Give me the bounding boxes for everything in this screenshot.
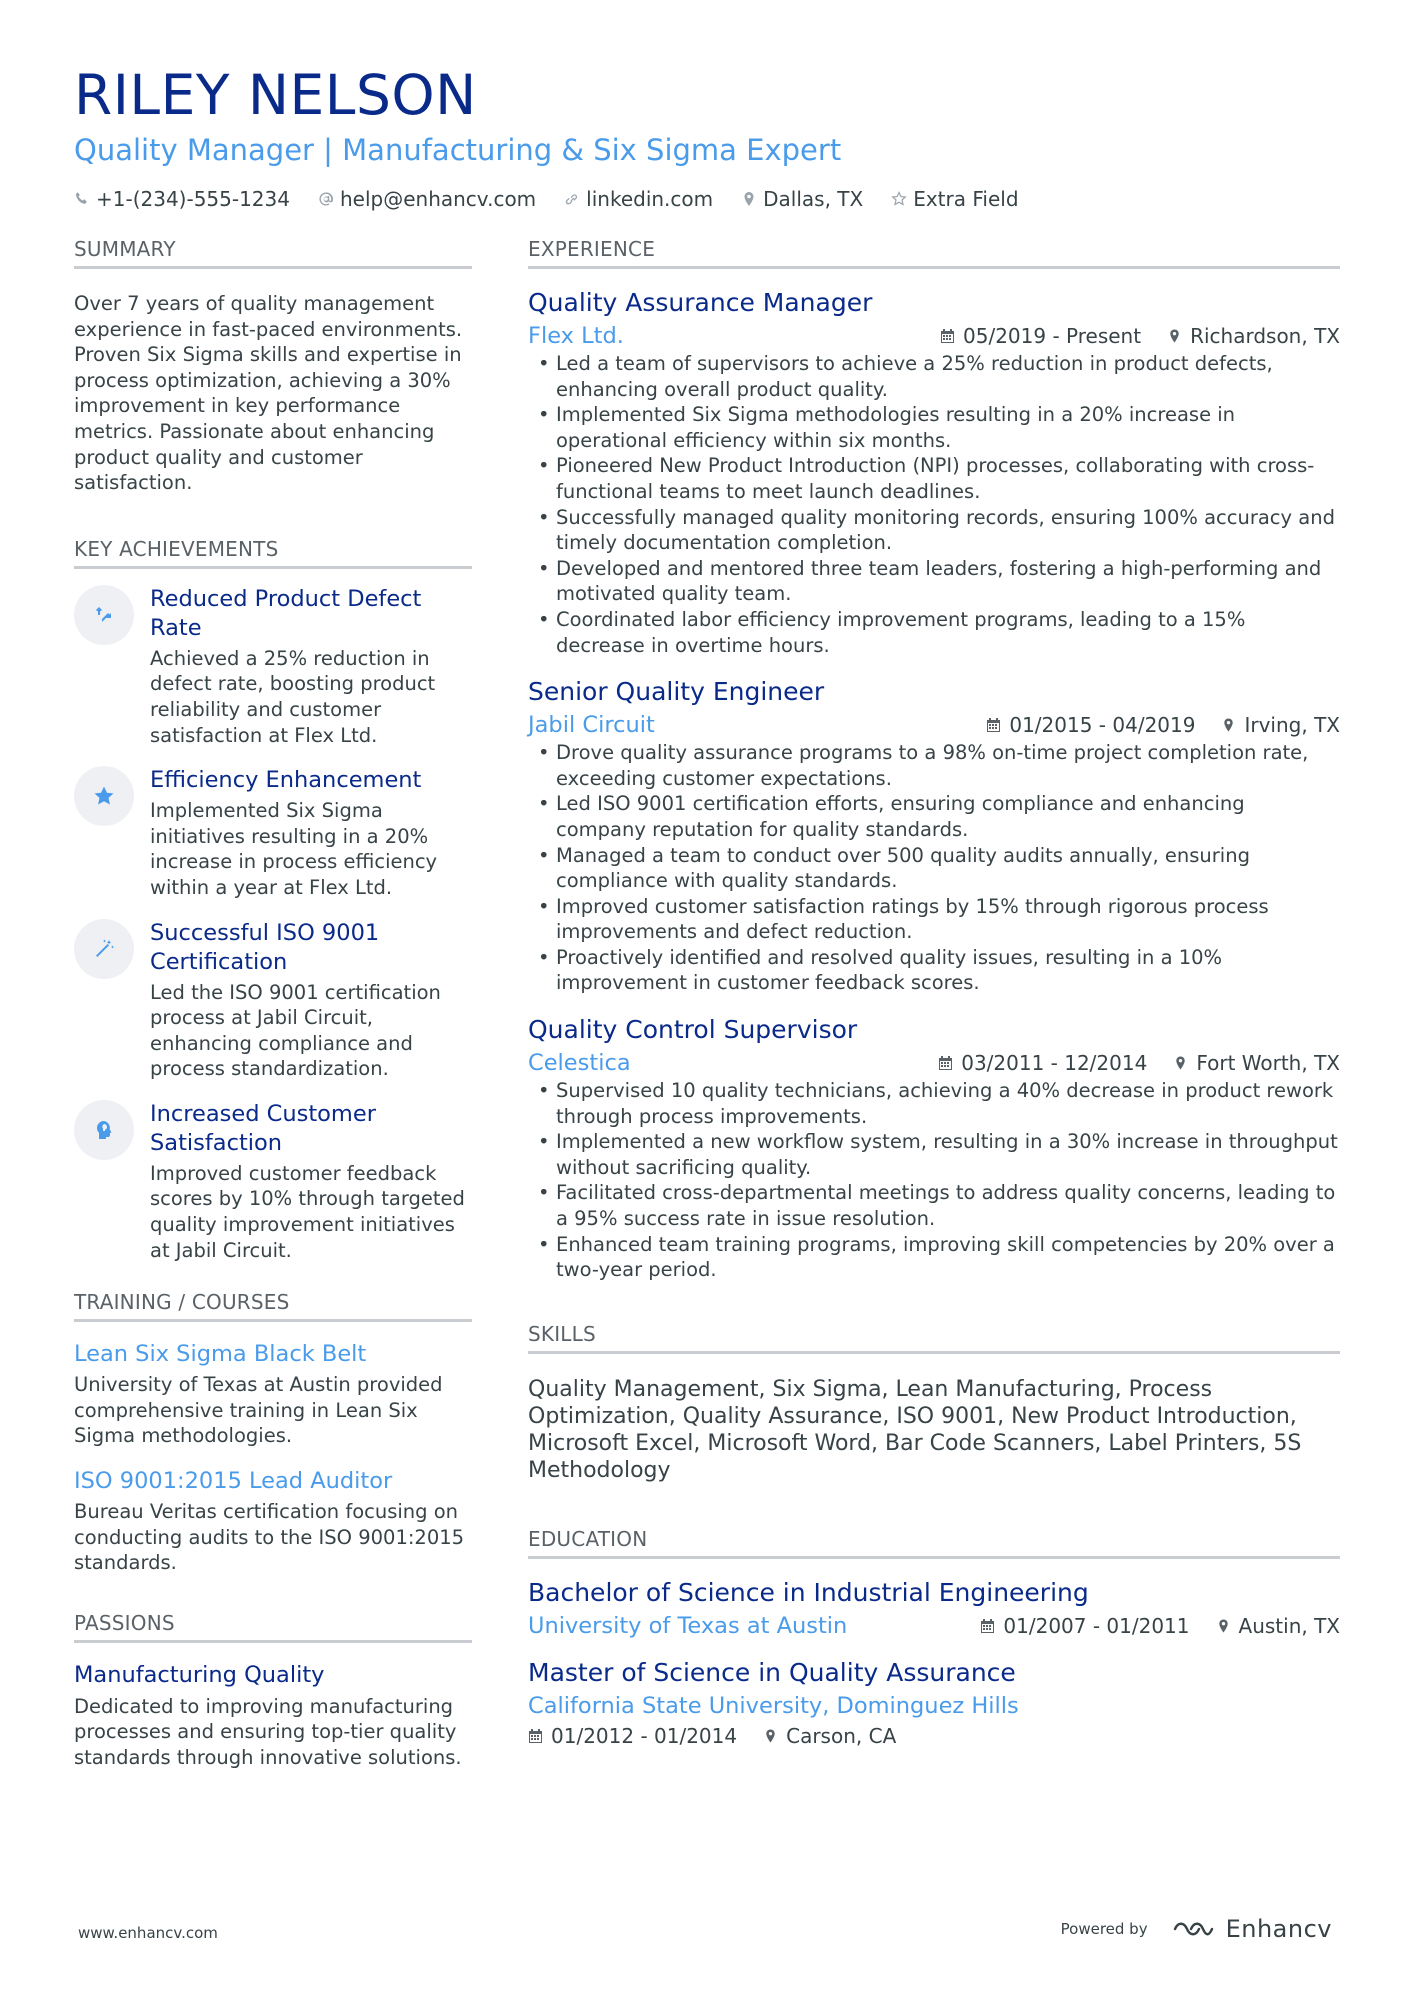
location-icon — [1173, 1055, 1188, 1071]
head-brain-icon — [92, 1118, 116, 1142]
course-description: University of Texas at Austin provided comprehensive training in Lean Six Sigma methodologies. — [74, 1373, 443, 1448]
job-bullet: • Drove quality assurance programs to a 98% on-time project completion rate, exceeding customer expectations. — [528, 740, 1340, 791]
achievement-description: Implemented Six Sigma initiatives resulting in a 20% increase in process efficiency within a year at Flex Ltd. — [150, 799, 438, 899]
degree-title: Bachelor of Science in Industrial Engineering — [528, 1577, 1089, 1607]
candidate-headline: Quality Manager | Manufacturing & Six Sigma Expert — [74, 133, 842, 167]
footer-website[interactable]: www.enhancv.com — [78, 1924, 218, 1942]
achievement-icon-badge — [74, 585, 134, 645]
job-dates: 03/2011 - 12/2014 — [938, 1050, 1147, 1076]
star-icon — [891, 191, 907, 207]
achievement-description: Achieved a 25% reduction in defect rate, boosting product reliability and customer satisfaction at Flex Ltd. — [150, 646, 436, 747]
achievement-title: Increased Customer Satisfaction — [150, 1100, 376, 1156]
trend-arrow-icon — [92, 603, 116, 627]
summary-section — [74, 236, 472, 496]
contact-extra — [891, 186, 1018, 212]
job-bullet: • Led a team of supervisors to achieve a 25% reduction in product defects, enhancing overall product quality. — [528, 351, 1340, 402]
achievement-title: Successful ISO 9001 Certification — [150, 919, 380, 975]
achievement-icon-badge — [74, 766, 134, 826]
course-description: Bureau Veritas certification focusing on conducting audits to the ISO 9001:2015 standards. — [74, 1500, 465, 1575]
powered-by-label: Powered by — [1060, 1920, 1148, 1938]
enhancv-logo-icon — [1172, 1917, 1218, 1941]
contact-bar — [74, 186, 1344, 212]
achievement-item — [74, 919, 472, 1082]
job-bullets — [528, 351, 1340, 658]
job-title: Quality Assurance Manager — [528, 288, 873, 317]
job-location: Fort Worth, TX — [1173, 1050, 1340, 1076]
company-name: Jabil Circuit — [528, 712, 655, 739]
link-icon — [564, 191, 580, 207]
course-item — [74, 1340, 472, 1449]
passions-section — [74, 1610, 472, 1771]
section-title-training: TRAINING / COURSES — [74, 1289, 472, 1322]
job-entry — [528, 676, 1340, 996]
contact-linkedin — [564, 186, 713, 212]
job-title: Quality Control Supervisor — [528, 1015, 858, 1045]
achievement-title: Efficiency Enhancement — [150, 767, 422, 794]
contact-phone — [74, 186, 290, 212]
training-section — [74, 1289, 472, 1576]
education-location: Carson, CA — [763, 1723, 896, 1749]
education-dates: 01/2012 - 01/2014 — [528, 1723, 737, 1749]
section-title-education: EDUCATION — [528, 1526, 1340, 1559]
education-location: Austin, TX — [1216, 1613, 1340, 1639]
job-bullet: • Implemented a new workflow system, resulting in a 30% increase in throughput without sacrificing quality. — [528, 1129, 1340, 1180]
section-title-passions: PASSIONS — [74, 1610, 472, 1643]
education-entry — [528, 1657, 1340, 1749]
achievement-item — [74, 766, 472, 900]
skills-section — [528, 1321, 1340, 1484]
calendar-icon — [938, 1055, 953, 1071]
calendar-icon — [528, 1728, 543, 1744]
passion-description: Dedicated to improving manufacturing processes and ensuring top-tier quality standards through innovative solutions. — [74, 1694, 462, 1769]
right-column — [528, 236, 1340, 1749]
job-bullets — [528, 1078, 1340, 1283]
achievements-section — [74, 536, 472, 1264]
company-name: Celestica — [528, 1050, 631, 1077]
education-entry — [528, 1577, 1340, 1639]
achievement-icon-badge — [74, 1100, 134, 1160]
star-icon — [92, 784, 116, 808]
magic-wand-icon — [92, 937, 116, 961]
job-bullet: • Coordinated labor efficiency improvement programs, leading to a 15% decrease in overtime hours. — [528, 607, 1340, 658]
brand-name: Enhancv — [1225, 1915, 1332, 1943]
job-bullet: • Improved customer satisfaction ratings by 15% through rigorous process improvements and defect reduction. — [528, 894, 1340, 945]
calendar-icon — [940, 328, 955, 344]
job-bullet: • Managed a team to conduct over 500 quality audits annually, ensuring compliance with quality standards. — [528, 843, 1340, 894]
section-title-achievements: KEY ACHIEVEMENTS — [74, 536, 472, 569]
job-entry — [528, 287, 1340, 658]
location-icon — [741, 191, 757, 207]
course-item — [74, 1467, 472, 1576]
job-bullet: • Enhanced team training programs, improving skill competencies by 20% over a two-year period. — [528, 1232, 1340, 1283]
job-bullet: • Developed and mentored three team leaders, fostering a high-performing and motivated quality team. — [528, 556, 1340, 607]
location-icon — [1221, 717, 1236, 733]
achievement-item — [74, 585, 472, 748]
calendar-icon — [980, 1618, 995, 1634]
company-name: Flex Ltd. — [528, 323, 624, 349]
calendar-icon — [986, 717, 1001, 733]
location-icon — [1167, 328, 1182, 344]
achievement-description: Led the ISO 9001 certification process at Jabil Circuit, enhancing compliance and process standardization. — [150, 980, 441, 1081]
summary-text: Over 7 years of quality management experience in fast-paced environments. Proven Six Sigma skills and expertise in process optimization, achieving a 30% improvement in key performance metrics. Passionate about enhancing product quality and customer satisfaction. — [74, 292, 463, 495]
linkedin-text[interactable]: linkedin.com — [586, 187, 714, 211]
course-title: ISO 9001:2015 Lead Auditor — [74, 1468, 393, 1495]
extra-field-text: Extra Field — [913, 187, 1019, 211]
school-name: California State University, Dominguez Hills — [528, 1692, 1019, 1719]
at-icon — [318, 191, 334, 207]
passion-title: Manufacturing Quality — [74, 1661, 325, 1688]
section-title-experience: EXPERIENCE — [528, 236, 1340, 269]
section-title-summary: SUMMARY — [74, 236, 472, 269]
footer-branding — [1061, 1915, 1332, 1943]
achievement-title: Reduced Product Defect Rate — [150, 585, 422, 641]
job-bullets — [528, 740, 1340, 996]
phone-icon — [74, 191, 90, 207]
job-bullet: • Led ISO 9001 certification efforts, ensuring compliance and enhancing company reputation for quality standards. — [528, 791, 1340, 842]
degree-title: Master of Science in Quality Assurance — [528, 1657, 1016, 1687]
phone-text[interactable]: +1-(234)-555-1234 — [96, 187, 290, 211]
email-text[interactable]: help@enhancv.com — [339, 187, 537, 211]
job-dates: 05/2019 - Present — [940, 323, 1141, 349]
achievement-item — [74, 1100, 472, 1263]
job-bullet: • Implemented Six Sigma methodologies resulting in a 20% increase in operational efficiency within six months. — [528, 402, 1340, 453]
skills-text: Quality Management, Six Sigma, Lean Manufacturing, Process Optimization, Quality Assurance, ISO 9001, New Product Introduction, Microsoft Excel, Microsoft Word, Bar Code Scanners, Label Printers, 5S Methodology — [528, 1376, 1302, 1483]
job-bullet: • Facilitated cross-departmental meetings to address quality concerns, leading to a 95% success rate in issue resolution. — [528, 1180, 1340, 1231]
job-location: Richardson, TX — [1167, 323, 1340, 349]
education-dates: 01/2007 - 01/2011 — [980, 1613, 1189, 1639]
school-name: University of Texas at Austin — [528, 1612, 848, 1639]
location-icon — [763, 1728, 778, 1744]
job-bullet: • Pioneered New Product Introduction (NPI) processes, collaborating with cross-functional teams to meet launch deadlines. — [528, 453, 1340, 504]
job-bullet: • Supervised 10 quality technicians, achieving a 40% decrease in product rework through process improvements. — [528, 1078, 1340, 1129]
resume-header — [74, 60, 1344, 212]
contact-email — [318, 186, 536, 212]
left-column — [74, 236, 472, 1771]
job-bullet: • Proactively identified and resolved quality issues, resulting in a 10% improvement in customer feedback scores. — [528, 945, 1340, 996]
education-section — [528, 1526, 1340, 1749]
enhancv-logo[interactable] — [1172, 1915, 1332, 1943]
job-dates: 01/2015 - 04/2019 — [986, 712, 1195, 738]
location-text: Dallas, TX — [763, 187, 864, 211]
section-title-skills: SKILLS — [528, 1321, 1340, 1354]
job-entry — [528, 1014, 1340, 1283]
achievement-icon-badge — [74, 919, 134, 979]
achievement-description: Improved customer feedback scores by 10% through targeted quality improvement initiatives at Jabil Circuit. — [150, 1161, 465, 1262]
experience-section — [528, 236, 1340, 1283]
candidate-name: RILEY NELSON — [74, 63, 477, 127]
location-icon — [1216, 1618, 1231, 1634]
contact-location — [741, 186, 863, 212]
job-title: Senior Quality Engineer — [528, 677, 825, 707]
job-location: Irving, TX — [1221, 712, 1340, 738]
course-title: Lean Six Sigma Black Belt — [74, 1341, 367, 1368]
job-bullet: • Successfully managed quality monitoring records, ensuring 100% accuracy and timely documentation completion. — [528, 505, 1340, 556]
